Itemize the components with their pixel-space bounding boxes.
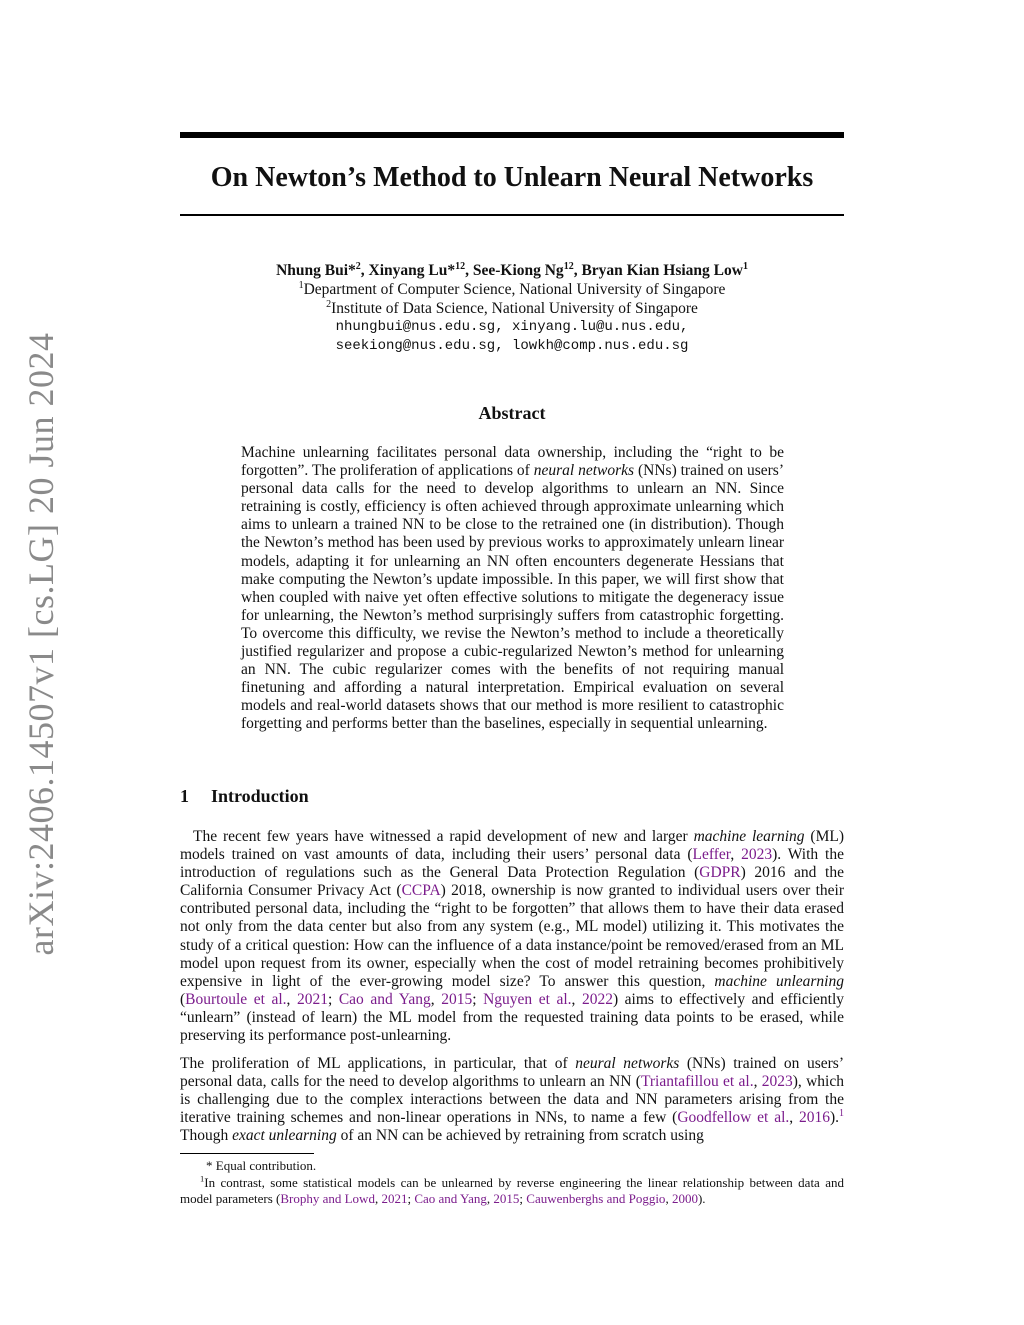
arxiv-stamp-text: arXiv:2406.14507v1 [cs.LG] 20 Jun 2024	[21, 332, 61, 956]
author-name: Bryan Kian Hsiang Low	[581, 262, 743, 279]
author-affiliation-mark: 12	[455, 260, 466, 272]
citation-link[interactable]: 2023	[761, 1073, 793, 1091]
author-emails-line-2: seekiong@nus.edu.sg, lowkh@comp.nus.edu.sg	[335, 338, 689, 354]
citation-link[interactable]: 2000	[671, 1191, 698, 1206]
citation-link[interactable]: 2021	[381, 1191, 408, 1206]
citation-link[interactable]: 2015	[441, 990, 473, 1008]
footnote-equal-contribution: * Equal contribution.	[206, 1158, 317, 1173]
citation-link[interactable]: Triantafillou et al.	[640, 1073, 754, 1091]
author-name: Nhung Bui*	[276, 262, 356, 279]
author-name: See-Kiong Ng	[472, 262, 564, 279]
citation-link[interactable]: 2022	[581, 990, 613, 1008]
abstract-heading: Abstract	[478, 403, 546, 423]
paper-title: On Newton’s Method to Unlearn Neural Networks	[210, 162, 814, 193]
section-heading-introduction	[180, 786, 309, 807]
citation-link[interactable]: 2016	[798, 1109, 830, 1127]
abstract-text: Machine unlearning facilitates personal data ownership, including the “right to be forgotten”. The proliferation of applications of neural networks (NNs) trained on users’ personal data calls for the need to develop algorithms to unlearn an NN. Since retraining is costly, efficiency is often achieved through approximate unlearning which aims to unlearn a trained NN to be close to the retrained one (in distribution). Though the Newton’s method has been used by previous works to approximately unlearn linear models, adapting it for unlearning an NN often encounters degenerate Hessians that make computing the Newton’s update impossible. In this paper, we will first show that when coupled with naive yet often effective solutions to mitigate the degeneracy issue for unlearning, the Newton’s method surprisingly suffers from catastrophic forgetting. To overcome this difficulty, we revise the Newton’s method to include a theoretically justified regularizer and propose a cubic-regularized Newton’s method for unlearning an NN. The cubic regularizer comes with the benefits of not requiring manual finetuning and affording a natural interpretation. Empirical evaluation on several models and real-world datasets shows that our method is more resilient to catastrophic forgetting and performs better than the baselines, especially in sequential unlearning.	[241, 444, 784, 733]
title-top-rule	[180, 132, 844, 138]
section-title: Introduction	[211, 786, 309, 806]
citation-link[interactable]: CCPA	[401, 882, 441, 900]
author-names: Nhung Bui*$^2$, Xinyang Lu*$^{12}$, See-Kiong Ng$^{12}$, Bryan Kian Hsiang Low$^1$	[276, 260, 748, 279]
intro-paragraph-1: The recent few years have witnessed a rapid development of new and larger machine learning (ML) models trained on vast amounts of data, including their users’ personal data (Leffer, 2023). With the introduction of regulations such as the General Data Protection Regulation (GDPR) 2016 and the California Consumer Privacy Act (CCPA) 2018, ownership is now granted to individual users over their contributed personal data, including the “right to be forgotten” that allows them to have their data erased not only from the data center but also from any system (e.g., ML model) utilizing it. This motivates the study of a critical question: How can the influence of a data instance/point be removed/erased from an ML model upon request from its owner, especially when the cost of model retraining becomes prohibitively expensive in light of the ever-growing model size? To answer this question, machine unlearning (Bourtoule et al., 2021; Cao and Yang, 2015; Nguyen et al., 2022) aims to effectively and efficiently “unlearn” (instead of learn) the ML model from the requested training data points to be erased, while preserving its performance post-unlearning.	[180, 828, 845, 1045]
citation-link[interactable]: Nguyen et al.	[483, 990, 572, 1008]
affiliation-2: $^2$Institute of Data Science, National University of Singapore	[326, 298, 698, 317]
citation-link[interactable]: Brophy and Lowd	[280, 1191, 375, 1206]
citation-link[interactable]: 2021	[296, 990, 328, 1008]
title-bottom-rule	[180, 214, 844, 216]
citation-link[interactable]: 2023	[741, 846, 773, 864]
citation-link[interactable]: Bourtoule et al.	[185, 990, 287, 1008]
citation-link[interactable]: 2015	[493, 1191, 520, 1206]
author-affiliation-mark: 12	[563, 260, 574, 272]
author-block	[180, 261, 844, 356]
footnote-divider	[180, 1153, 314, 1154]
author-affiliation-mark: 2	[355, 260, 361, 272]
author-emails-line-1: nhungbui@nus.edu.sg, xinyang.lu@u.nus.edu,	[335, 319, 689, 335]
footnote-reference-link[interactable]: 1	[839, 1108, 845, 1120]
citation-link[interactable]: Cao and Yang	[414, 1191, 487, 1206]
citation-link[interactable]: Cao and Yang	[338, 990, 431, 1008]
citation-link[interactable]: Cauwenberghs and Poggio	[526, 1191, 666, 1206]
citation-link[interactable]: Leffer	[692, 846, 731, 864]
section-number: 1	[180, 786, 189, 806]
author-affiliation-mark: 1	[742, 260, 748, 272]
author-name: Xinyang Lu*	[368, 262, 456, 279]
footnotes	[180, 1158, 844, 1208]
affiliation-1: $^1$Department of Computer Science, National University of Singapore	[298, 279, 726, 298]
intro-paragraph-2: The proliferation of ML applications, in particular, that of neural networks (NNs) trained on users’ personal data, calls for the need to develop algorithms to unlearn an NN (Triantafillou et al., 2023), which is challenging due to the complex interactions between the data and NN parameters arising from the iterative training schemes and non-linear operations in NNs, to name a few (Goodfellow et al., 2016).$^1$ Though exact unlearning of an NN can be achieved by retraining from scratch using	[180, 1055, 845, 1145]
citation-link[interactable]: Goodfellow et al.	[677, 1109, 790, 1127]
footnote-1: $^1$In contrast, some statistical models can be unlearned by reverse engineering the linear relationship between data and model parameters (Brophy and Lowd, 2021; Cao and Yang, 2015; Cauwenberghs and Poggio, 2000).	[180, 1173, 844, 1206]
citation-link[interactable]: GDPR	[699, 864, 741, 882]
